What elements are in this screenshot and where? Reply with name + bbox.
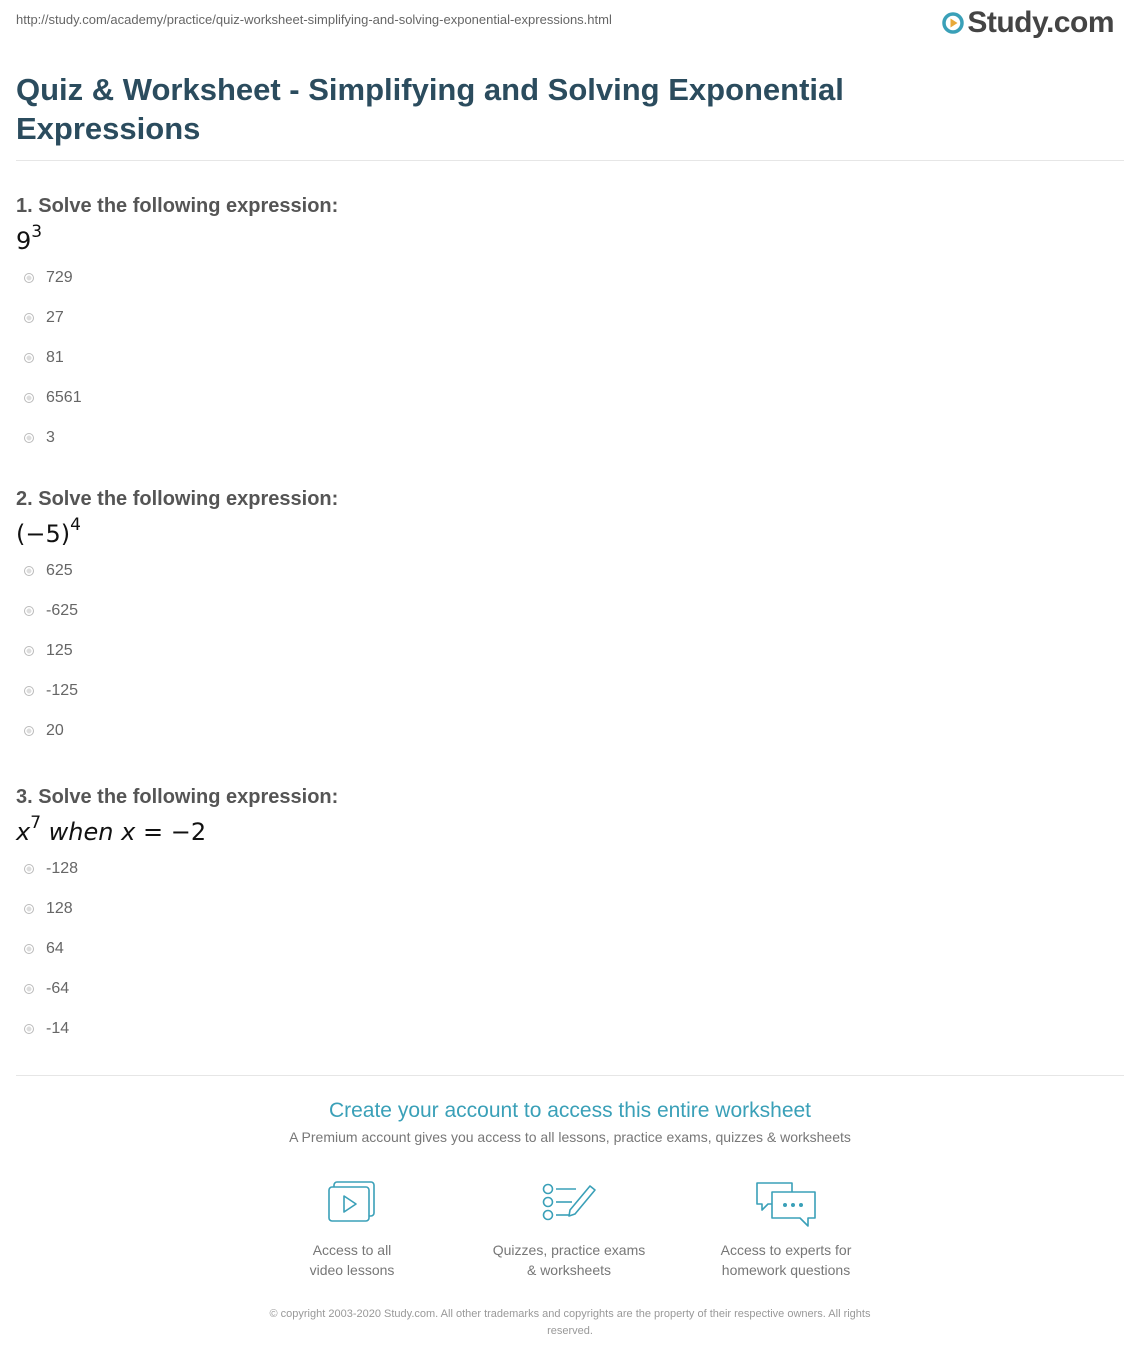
radio-button[interactable] (24, 433, 34, 443)
answer-option[interactable] (16, 591, 1116, 631)
radio-button[interactable] (24, 353, 34, 363)
study-logo[interactable] (942, 6, 1114, 40)
answer-option[interactable] (16, 298, 1116, 338)
answer-option[interactable] (16, 671, 1116, 711)
feature-label: Access to experts for homework questions (720, 1242, 852, 1278)
play-circle-icon (942, 12, 964, 34)
option-label: 3 (46, 429, 55, 446)
feature-label: Access to all video lessons (309, 1242, 395, 1278)
radio-button[interactable] (24, 273, 34, 283)
answer-option[interactable] (16, 711, 1116, 751)
video-lessons-icon (325, 1180, 379, 1226)
copyright-notice: © copyright 2003-2020 Study.com. All other trademarks and copyrights are the property of their respective owners. All rights reserved. (269, 1308, 871, 1337)
signup-cta (0, 1099, 1140, 1145)
math-when: when (48, 818, 114, 846)
radio-button[interactable] (24, 646, 34, 656)
math-base: 9 (16, 227, 32, 255)
radio-button[interactable] (24, 944, 34, 954)
page-url: http://study.com/academy/practice/quiz-worksheet-simplifying-and-solving-exponential-expressions.html (16, 12, 612, 27)
page-title: Quiz & Worksheet - Simplifying and Solving Exponential Expressions (16, 72, 844, 146)
radio-button[interactable] (24, 686, 34, 696)
answer-option[interactable] (16, 969, 1116, 1009)
math-exponent: 4 (70, 515, 81, 535)
radio-button[interactable] (24, 726, 34, 736)
math-variable: x (121, 818, 136, 846)
radio-button[interactable] (24, 1024, 34, 1034)
answer-option[interactable] (16, 338, 1116, 378)
option-label: -625 (46, 602, 79, 619)
option-label: 81 (46, 349, 64, 366)
answer-option[interactable] (16, 378, 1116, 418)
option-label: 64 (46, 940, 64, 957)
math-base: (−5) (16, 520, 71, 548)
radio-button[interactable] (24, 566, 34, 576)
math-value: = −2 (142, 818, 207, 846)
answer-options (16, 849, 1116, 1049)
feature-video-lessons (252, 1180, 452, 1280)
question-label: 2. Solve the following expression: (16, 488, 339, 510)
radio-button[interactable] (24, 904, 34, 914)
answer-options (16, 551, 1116, 751)
radio-button[interactable] (24, 393, 34, 403)
option-label: 729 (46, 269, 73, 286)
section-divider (16, 1075, 1124, 1076)
option-label: 125 (46, 642, 73, 659)
math-exponent: 3 (31, 222, 43, 242)
option-label: 128 (46, 900, 73, 917)
answer-option[interactable] (16, 551, 1116, 591)
option-label: -128 (46, 860, 79, 877)
title-divider (16, 160, 1124, 161)
answer-option[interactable] (16, 418, 1116, 458)
top-bar (0, 0, 1140, 50)
answer-option[interactable] (16, 929, 1116, 969)
question-label: 3. Solve the following expression: (16, 786, 339, 808)
answer-option[interactable] (16, 631, 1116, 671)
option-label: 27 (46, 309, 64, 326)
question-1 (16, 194, 1116, 458)
cta-title[interactable]: Create your account to access this entire worksheet (328, 1099, 812, 1122)
question-math (16, 813, 1116, 846)
quiz-checklist-icon (540, 1180, 598, 1226)
feature-quizzes (469, 1180, 669, 1280)
feature-experts (686, 1180, 886, 1280)
option-label: -125 (46, 682, 79, 699)
option-label: -64 (46, 980, 70, 997)
math-variable: x (16, 818, 31, 846)
answer-option[interactable] (16, 889, 1116, 929)
radio-button[interactable] (24, 864, 34, 874)
cta-subtitle: A Premium account gives you access to all lessons, practice exams, quizzes & worksheets (289, 1129, 851, 1145)
question-3 (16, 785, 1116, 1049)
question-2 (16, 487, 1116, 751)
chat-bubbles-icon (754, 1180, 818, 1230)
answer-option[interactable] (16, 849, 1116, 889)
option-label: -14 (46, 1020, 70, 1037)
answer-option[interactable] (16, 1009, 1116, 1049)
option-label: 625 (46, 562, 73, 579)
feature-label: Quizzes, practice exams & worksheets (492, 1242, 646, 1278)
option-label: 6561 (46, 389, 82, 406)
answer-option[interactable] (16, 258, 1116, 298)
logo-text: Study.com (967, 6, 1114, 39)
radio-button[interactable] (24, 606, 34, 616)
question-label: 1. Solve the following expression: (16, 195, 339, 217)
radio-button[interactable] (24, 984, 34, 994)
option-label: 20 (46, 722, 64, 739)
radio-button[interactable] (24, 313, 34, 323)
question-math (16, 222, 1116, 255)
answer-options (16, 258, 1116, 458)
question-math (16, 515, 1116, 548)
math-exponent: 7 (30, 813, 42, 833)
